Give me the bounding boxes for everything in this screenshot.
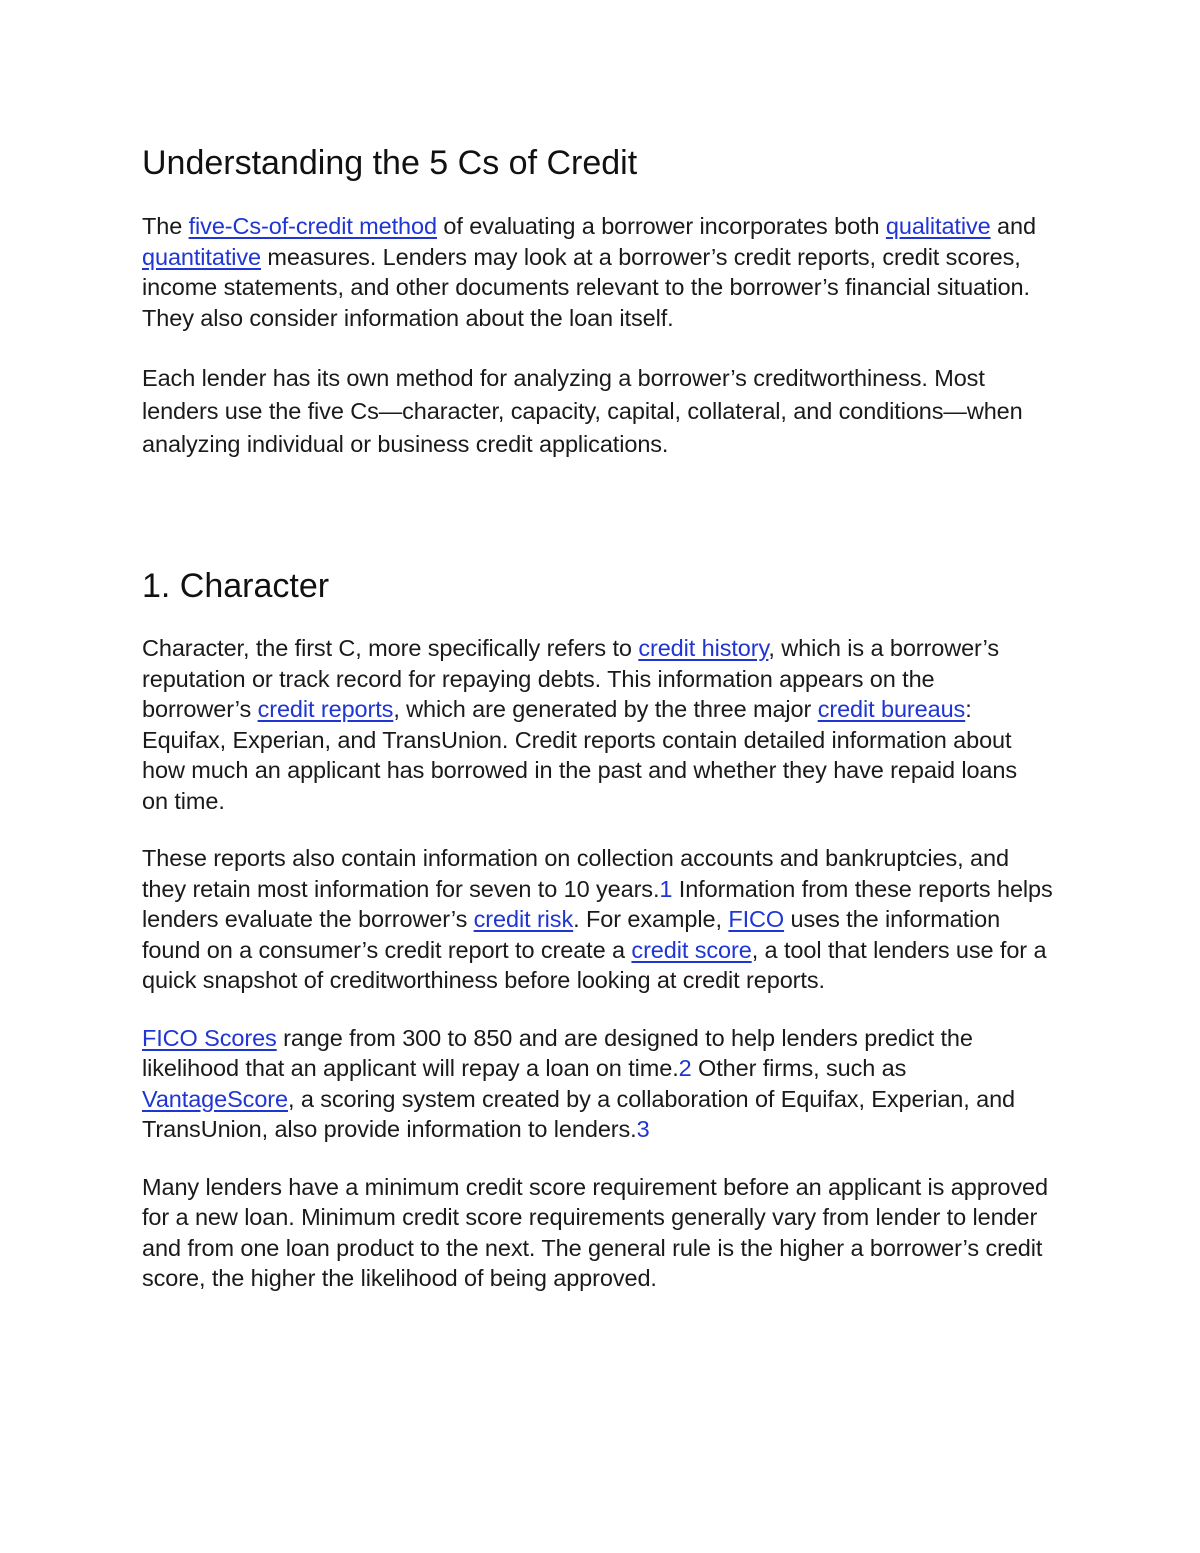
character-paragraph-1 [142, 633, 1042, 816]
text-run: and [990, 213, 1036, 239]
character-paragraph-4: Many lenders have a minimum credit score requirement before an applicant is approved for a new loan. Minimum credit score requirements generally vary from lender to lender and from one loan product to the next. The general rule is the higher a borrower’s credit score, the higher the likelihood of being approved. [142, 1173, 1048, 1291]
text-run: , which is a borrower’s reputation or track record for repaying debts. This information appears on the borrower’s [142, 635, 1000, 722]
text-run: , a scoring system created by a collaboration of Equifax, Experian, and TransUnion, also provide information to lenders. [142, 1085, 1016, 1142]
link-credit-bureaus[interactable]: credit bureaus [817, 696, 966, 722]
link-five-cs-of-credit-method[interactable]: five-Cs-of-credit method [188, 213, 437, 239]
text-run: range from 300 to 850 and are designed to help lenders predict the likelihood that an applicant will repay a loan on time. [142, 1024, 973, 1081]
link-credit-score[interactable]: credit score [631, 936, 752, 963]
text-run: Other firms, such as [691, 1055, 907, 1081]
footnote-ref-1[interactable]: 1 [659, 875, 673, 902]
link-credit-history[interactable]: credit history [638, 635, 769, 661]
text-run: Information from these reports helps lenders evaluate the borrower’s [142, 875, 1053, 932]
intro-paragraph-1 [142, 211, 1042, 333]
intro-section [142, 211, 1082, 461]
link-fico[interactable]: FICO [728, 906, 785, 932]
text-run: measures. Lenders may look at a borrower’s credit reports, credit scores, income statements, and other documents relevant to the borrower’s financial situation. They also consider information about the loan itself. [142, 243, 1030, 331]
section-title-character: 1. Character [142, 567, 330, 605]
text-run: These reports also contain information on collection accounts and bankruptcies, and they retain most information for seven to 10 years. [142, 845, 1009, 902]
character-paragraph-3 [142, 1023, 1057, 1145]
link-quantitative[interactable]: quantitative [142, 243, 261, 270]
link-credit-reports[interactable]: credit reports [257, 696, 394, 722]
text-run: of evaluating a borrower incorporates both [436, 213, 886, 239]
text-run: , which are generated by the three major [393, 696, 818, 722]
page-title: Understanding the 5 Cs of Credit [142, 144, 638, 182]
intro-paragraph-2: Each lender has its own method for analyzing a borrower’s creditworthiness. Most lenders use the five Cs—character, capacity, capital, collateral, and conditions—when analyzing individual or business credit applications. [142, 365, 1023, 457]
text-run: uses the information found on a consumer’s credit report to create a [142, 906, 1001, 963]
text-run: Character, the first C, more specifically refers to [142, 635, 639, 661]
footnote-ref-3[interactable]: 3 [636, 1116, 650, 1142]
link-fico-scores[interactable]: FICO Scores [142, 1024, 277, 1051]
text-run: The [142, 213, 189, 239]
text-run: , a tool that lenders use for a quick snapshot of creditworthiness before looking at credit reports. [142, 936, 1047, 993]
character-paragraph-2 [142, 843, 1057, 996]
text-run: : Equifax, Experian, and TransUnion. Credit reports contain detailed information about how much an applicant has borrowed in the past and whether they have repaid loans on time. [142, 696, 1018, 814]
link-vantagescore[interactable]: VantageScore [142, 1085, 288, 1112]
link-qualitative[interactable]: qualitative [885, 213, 991, 239]
link-credit-risk[interactable]: credit risk [473, 906, 574, 932]
text-run: . For example, [573, 906, 729, 932]
footnote-ref-2[interactable]: 2 [678, 1055, 692, 1081]
character-section [142, 633, 1082, 1294]
